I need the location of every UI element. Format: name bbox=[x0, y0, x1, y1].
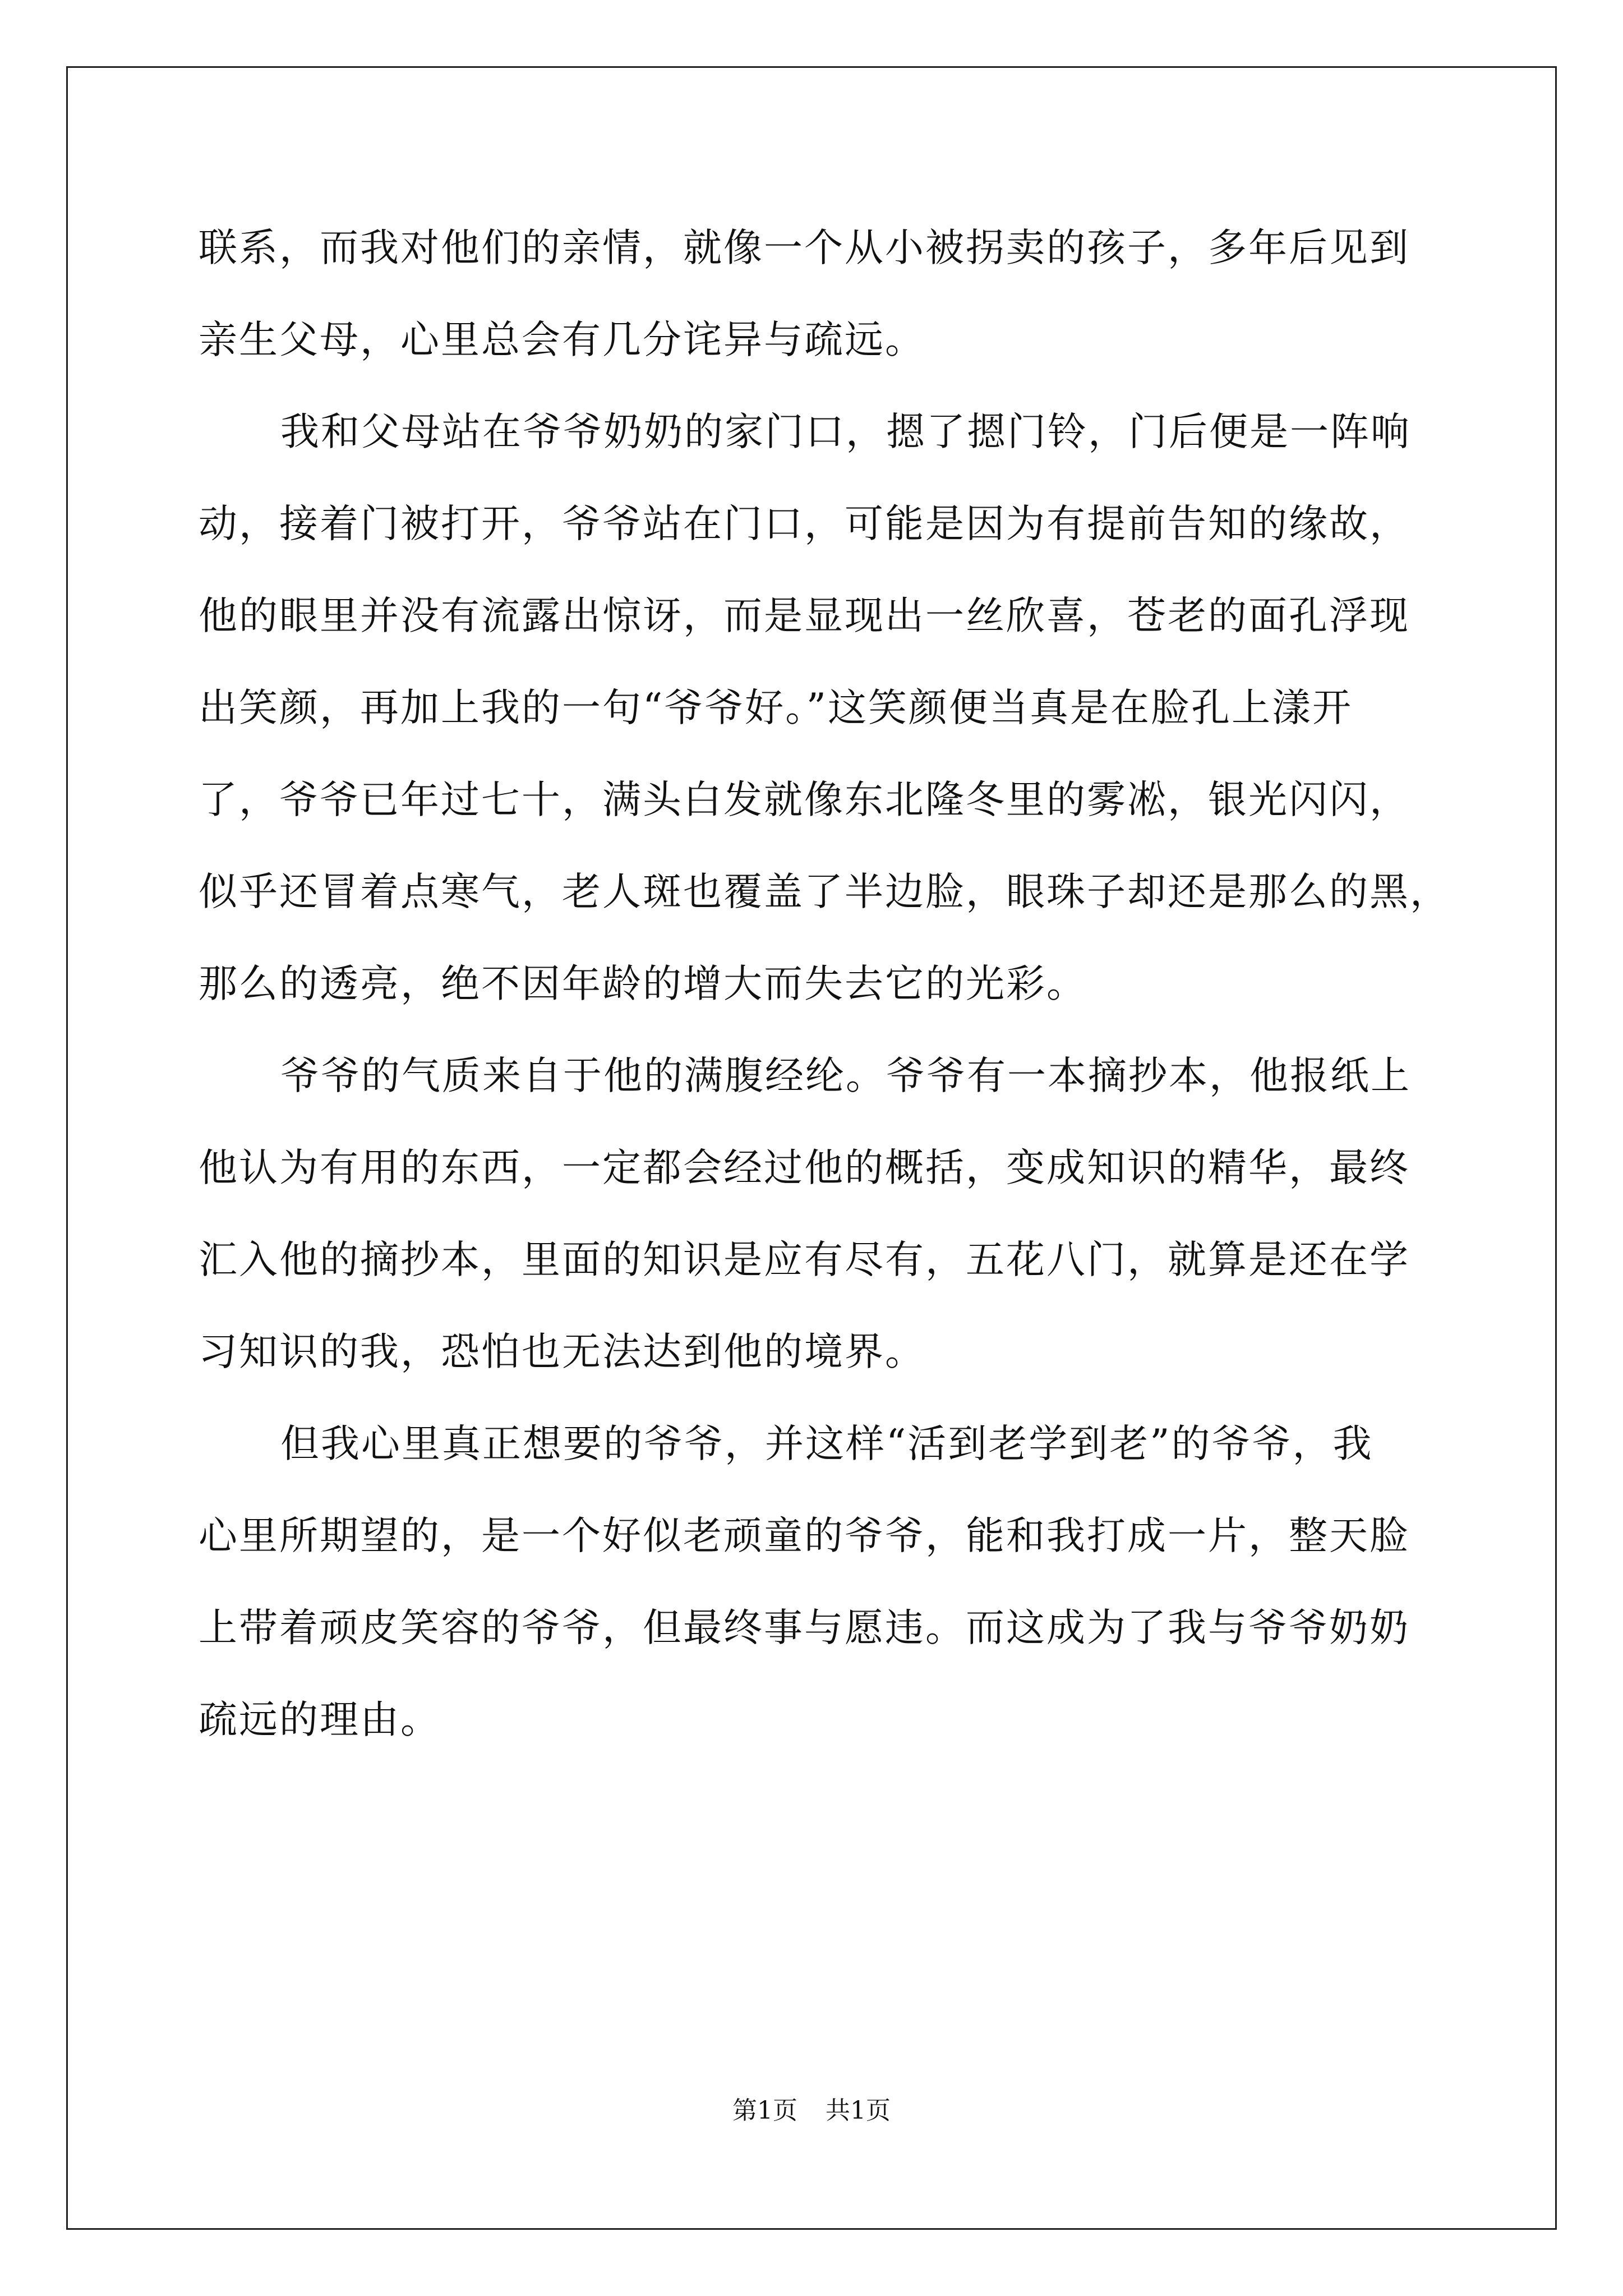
document-body bbox=[199, 202, 1488, 1766]
text-line: 疏远的理由。 bbox=[199, 1697, 441, 1742]
text-line: 亲生父母，心里总会有几分诧异与疏远。 bbox=[199, 318, 925, 362]
text-line: 上带着顽皮笑容的爷爷，但最终事与愿违。而这成为了我与爷爷奶奶 bbox=[199, 1605, 1410, 1650]
text-line: 我和父母站在爷爷奶奶的家门口，摁了摁门铃，门后便是一阵响 bbox=[280, 409, 1411, 454]
paragraph-2 bbox=[199, 386, 1488, 1030]
text-line: 习知识的我，恐怕也无法达到他的境界。 bbox=[199, 1329, 925, 1374]
text-line: 了，爷爷已年过七十，满头白发就像东北隆冬里的雾凇，银光闪闪， bbox=[199, 777, 1410, 822]
page-number-current: 第1页 bbox=[732, 2096, 797, 2125]
paragraph-4 bbox=[199, 1398, 1488, 1766]
text-line: 汇入他的摘抄本，里面的知识是应有尽有，五花八门，就算是还在学 bbox=[199, 1237, 1410, 1282]
page-number-total: 共1页 bbox=[826, 2096, 891, 2125]
text-line: 心里所期望的，是一个好似老顽童的爷爷，能和我打成一片，整天脸 bbox=[199, 1513, 1410, 1558]
text-line: 爷爷的气质来自于他的满腹经纶。爷爷有一本摘抄本，他报纸上 bbox=[280, 1053, 1411, 1098]
text-line: 联系，而我对他们的亲情，就像一个从小被拐卖的孩子，多年后见到 bbox=[199, 226, 1410, 270]
text-line: 他认为有用的东西，一定都会经过他的概括，变成知识的精华，最终 bbox=[199, 1145, 1410, 1190]
text-line: 动，接着门被打开，爷爷站在门口，可能是因为有提前告知的缘故， bbox=[199, 501, 1410, 546]
text-line: 出笑颜，再加上我的一句“爷爷好。”这笑颜便当真是在脸孔上漾开 bbox=[199, 685, 1353, 730]
page-footer bbox=[0, 2097, 1623, 2125]
text-line: 那么的透亮，绝不因年龄的增大而失去它的光彩。 bbox=[199, 961, 1087, 1006]
paragraph-3 bbox=[199, 1030, 1488, 1398]
text-line: 他的眼里并没有流露出惊讶，而是显现出一丝欣喜，苍老的面孔浮现 bbox=[199, 593, 1410, 638]
text-line: 似乎还冒着点寒气，老人斑也覆盖了半边脸，眼珠子却还是那么的黑， bbox=[199, 869, 1450, 914]
paragraph-1 bbox=[199, 202, 1488, 386]
text-line: 但我心里真正想要的爷爷，并这样“活到老学到老”的爷爷，我 bbox=[280, 1421, 1373, 1466]
